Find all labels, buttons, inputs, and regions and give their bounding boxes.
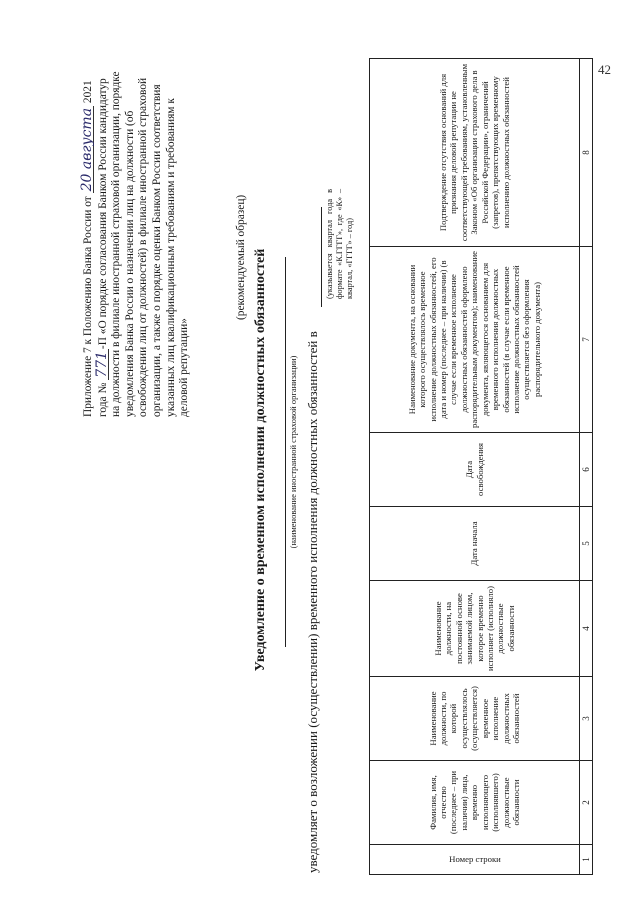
document-title: Уведомление о временном исполнении должностных обязанностей [253, 248, 268, 672]
header-reputation-confirmation: Подтверждение отсутствия оснований для признания деловой репутации не соответствующей требованиям, установленным Законом «Об организации страхового дела в Российской Федерации», ограничений (запретов), препятствующих временному исполнению должностных обязанностей [370, 59, 580, 247]
handwritten-number: 771 [93, 351, 110, 378]
rotated-document-sheet [3, 45, 613, 875]
duties-table [369, 58, 593, 875]
table-number-row [580, 59, 593, 875]
appendix-header [81, 67, 192, 417]
page-number: 42 [598, 62, 611, 77]
notify-statement: уведомляет о возложении (осуществлении) временного исполнения должностных обязанностей в [305, 331, 320, 873]
column-number: 7 [580, 247, 593, 433]
sample-note: (рекомендуемый образец) [235, 194, 247, 320]
header-permanent-position: Наименование должности, на постоянной основе занимаемой лицом, которое временно исполняет (исполняло) должностные обязанности [370, 581, 580, 677]
column-number: 1 [580, 845, 593, 875]
header-row-number-text: Номер строки [448, 854, 501, 865]
handwritten-date: 20 августа [79, 107, 95, 192]
appendix-body: -П «О порядке согласования Банком России кандидатур на должности в филиале иностранной страховой организации, порядке уведомления Банка России о назначении лиц на должности (об освобождении лиц от должностей) в филиале иностранной страховой организации, а также о порядке оценки Банком России соответствия указанных лиц квалификационным требованиям и требованиям к деловой репутации» [96, 71, 191, 417]
header-row-number [370, 845, 580, 875]
appendix-line1-start: Приложение 7 к Положению Банка России от [82, 196, 94, 417]
column-number: 8 [580, 59, 593, 247]
appendix-line1-end: 2021 года [82, 80, 109, 417]
org-name-caption: (наименование иностранной страховой организации) [288, 355, 298, 549]
column-number: 5 [580, 507, 593, 581]
column-number: 2 [580, 761, 593, 845]
header-basis-document: Наименование документа, на основании которого осуществлялось временное исполнение должностных обязанностей, его дата и номер (последнее – при наличии) (в случае если временное исполнение должностных обязанностей оформлено распорядительным документом); наименование документа, являющегося основанием для временного исполнения должностных обязанностей (в случае если временное исполнение должностных обязанностей осуществляется без оформления распорядительного документа) [370, 247, 580, 433]
quarter-input-line [321, 207, 322, 307]
table-header-row [370, 59, 580, 875]
header-release-date: Дата освобождения [370, 433, 580, 507]
column-number: 4 [580, 581, 593, 677]
org-name-line [285, 257, 286, 647]
appendix-number-label: № [96, 382, 109, 394]
header-start-date: Дата начала [370, 507, 580, 581]
header-acting-position: Наименование должности, по которой осуществлялось (осуществляется) временное исполнение должностных обязанностей [370, 677, 580, 761]
column-number: 6 [580, 433, 593, 507]
column-number: 3 [580, 677, 593, 761]
header-full-name: Фамилия, имя, отчество (последнее – при наличии) лица, временно исполняющего (исполнявшего) должностные обязанности [370, 761, 580, 845]
quarter-note: (указывается квартал года в формате «К.ГГГГ», где «К» – квартал, «ГГГГ» – год) [325, 189, 354, 299]
